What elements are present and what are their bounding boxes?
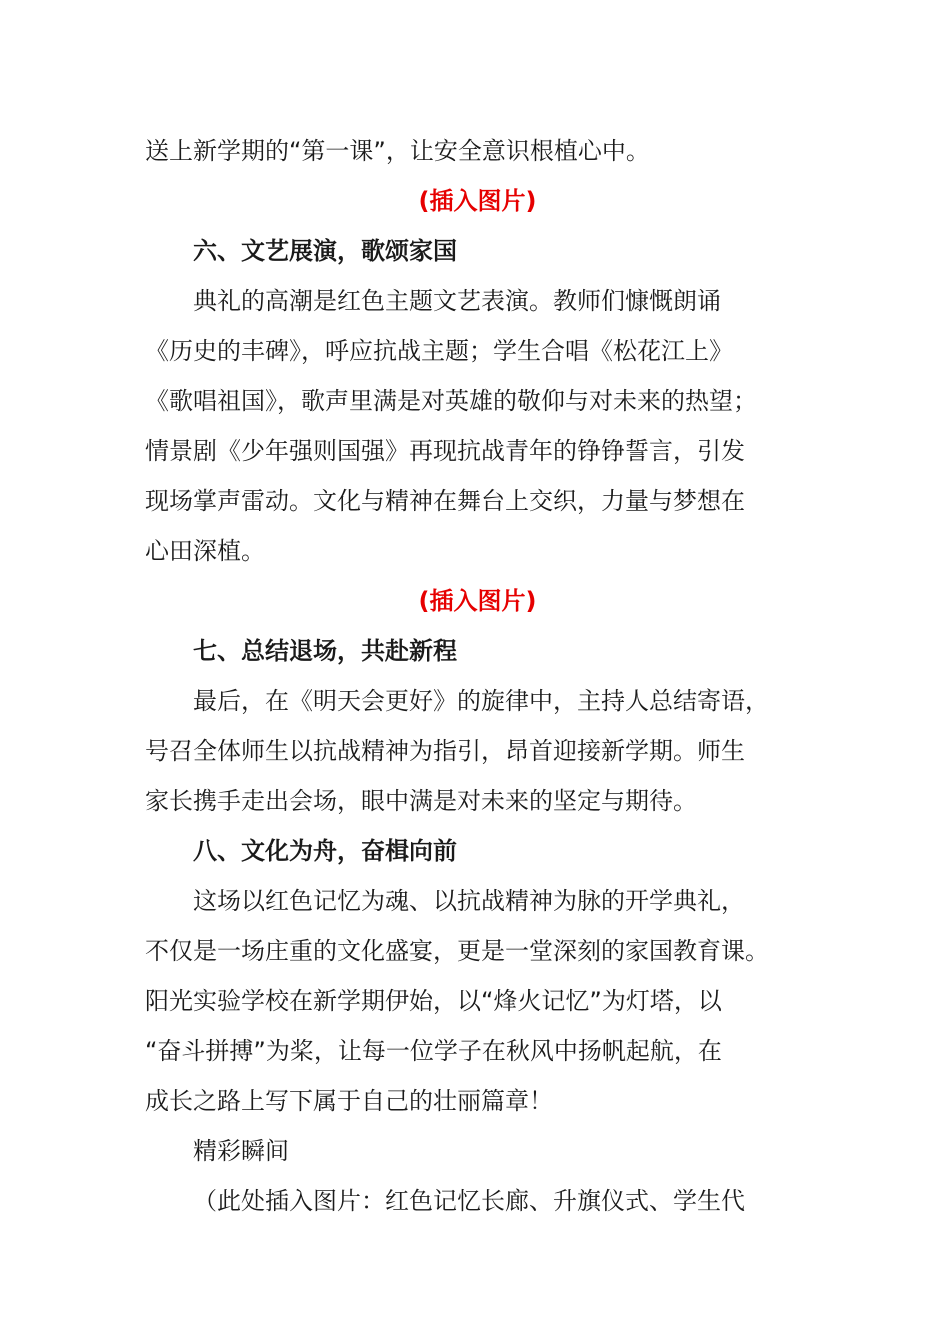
text-line: “奋斗拼搏”为桨，让每一位学子在秋风中扬帆起航，在 — [145, 1037, 722, 1065]
image-placeholder: (插入图片) — [418, 187, 537, 215]
text-line: 典礼的高潮是红色主题文艺表演。教师们慷慨朗诵 — [193, 287, 721, 315]
highlights-label: 精彩瞬间 — [193, 1137, 289, 1165]
text-line: 现场掌声雷动。文化与精神在舞台上交织，力量与梦想在 — [145, 487, 745, 515]
text-line: 阳光实验学校在新学期伊始，以“烽火记忆”为灯塔，以 — [145, 987, 722, 1015]
text-line: （此处插入图片：红色记忆长廊、升旗仪式、学生代 — [193, 1187, 745, 1215]
document-body — [145, 126, 810, 1226]
image-placeholder: (插入图片) — [418, 587, 537, 615]
text-line: 情景剧《少年强则国强》再现抗战青年的铮铮誓言，引发 — [145, 437, 745, 465]
section-heading-6: 六、文艺展演，歌颂家国 — [193, 237, 457, 265]
section-heading-8: 八、文化为舟，奋楫向前 — [193, 837, 457, 865]
section-heading-7: 七、总结退场，共赴新程 — [193, 637, 457, 665]
image-insert-note — [145, 1176, 810, 1226]
text-line: 成长之路上写下属于自己的壮丽篇章！ — [145, 1087, 553, 1115]
text-line: 《历史的丰碑》，呼应抗战主题；学生合唱《松花江上》 — [145, 337, 733, 365]
paragraph-safety-end — [145, 126, 810, 176]
text-line: 家长携手走出会场，眼中满是对未来的坚定与期待。 — [145, 787, 697, 815]
paragraph-closing — [145, 676, 810, 826]
paragraph-summary — [145, 876, 810, 1126]
text-line: 不仅是一场庄重的文化盛宴，更是一堂深刻的家国教育课。 — [145, 937, 769, 965]
text-line: 号召全体师生以抗战精神为指引，昂首迎接新学期。师生 — [145, 737, 745, 765]
text-line: 这场以红色记忆为魂、以抗战精神为脉的开学典礼， — [193, 887, 745, 915]
text-line: 《歌唱祖国》，歌声里满是对英雄的敬仰与对未来的热望； — [145, 387, 757, 415]
text-line: 心田深植。 — [145, 537, 265, 565]
text-line: 最后，在《明天会更好》的旋律中，主持人总结寄语， — [193, 687, 769, 715]
text-line: 送上新学期的“第一课”，让安全意识根植心中。 — [145, 137, 650, 165]
paragraph-performance — [145, 276, 810, 576]
